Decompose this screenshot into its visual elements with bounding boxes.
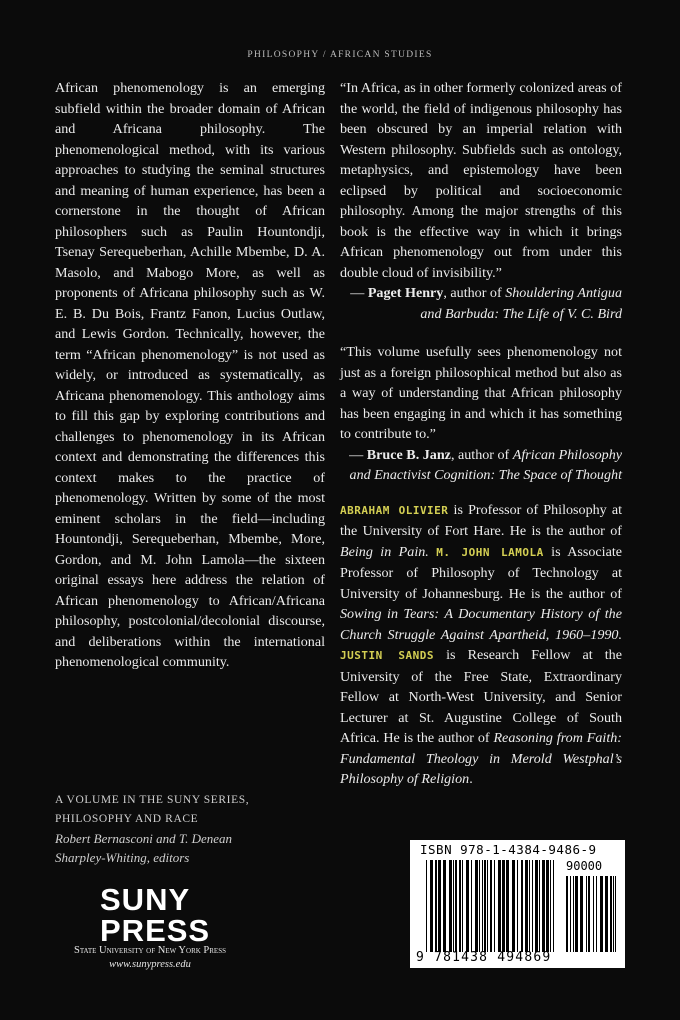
publisher-name: State University of New York Press (74, 945, 226, 956)
endorsement-quote-henry: “In Africa, as in other formerly colonized areas of the world, the field of indigenous philosophy has been obscured by an imperial relation with Western philosophy. Subfields such as ontology, metaphysics, and epistemology have been eclipsed by political and socioeconomic philosophy. Among the major strengths of this book is the effective way in which it brings African phenomenology out from under this double cloud of invisibility.” (340, 80, 622, 281)
barcode-addon-bars (566, 876, 616, 952)
publisher-info (55, 944, 245, 972)
category-label: PHILOSOPHY / AFRICAN STUDIES (247, 50, 433, 60)
editor-name-sands: JUSTIN SANDS (340, 649, 435, 662)
barcode-digits: 9 781438 494869 (416, 950, 552, 965)
isbn-barcode (410, 840, 625, 968)
isbn-text: ISBN 978-1-4384-9486-9 (420, 842, 597, 857)
endorser-name: Paget Henry (367, 285, 444, 301)
endorser-name: Bruce B. Janz (366, 446, 451, 463)
series-info: A VOLUME IN THE SUNY SERIES, PHILOSOPHY AND RACE Robert Bernasconi and T. Denean Sharpley-Whiting, editors (55, 794, 250, 865)
endorsement-attribution-henry: — Paget Henry, author of Shouldering Antigua and Barbuda: The Life of V. C. Bird (350, 285, 622, 322)
endorsement-attribution-janz: — Bruce B. Janz, author of African Philosophy and Enactivist Cognition: The Space of Thought (349, 446, 622, 483)
suny-press-logo: SUNY PRESS (100, 882, 211, 948)
endorsements-and-bios (340, 78, 622, 804)
editor-name-lamola: M. JOHN LAMOLA (436, 545, 544, 559)
barcode-bars (426, 860, 554, 952)
publisher-url: www.sunypress.edu (109, 959, 191, 970)
editor-bios: ABRAHAM OLIVIER is Professor of Philosophy at the University of Fort Hare. He is the author of Being in Pain. M. JOHN LAMOLA is Associate Professor of Philosophy of Technology at University of Johannesburg. He is the author of Sowing in Tears: A Documentary History of the Church Struggle Against Apartheid, 1960–1990. JUSTIN SANDS is Research Fellow at the University of the Free State, Extraordinary Fellow at North-West University, and Senior Lecturer at St. Augustine College of South Africa. He is the author of Reasoning from Faith: Fundamental Theology in Merold Westphal’s Philosophy of Religion. (340, 501, 622, 787)
book-description: African phenomenology is an emerging subfield within the broader domain of African and Africana philosophy. The phenomenological method, with its various approaches to studying the seminal structures and meaning of human experience, has been a cornerstone in the thought of African philosophers such as Paulin Hountondji, Tsenay Serequeberhan, Achille Mbembe, D. A. Masolo, and Mabogo More, as well as proponents of Africana philosophy such as W. E. B. Du Bois, Frantz Fanon, Lucius Outlaw, and Lewis Gordon. Technically, however, the term “African phenomenology” is not used as widely, or introduced as systematically, as Africana phenomenology. This anthology aims to fill this gap by exploring contributions and challenges to phenomenology in its African context and demonstrating the differences this context makes to the practice of phenomenology. Written by some of the most eminent scholars in the field—including Hountondji, Serequeberhan, Mbembe, More, Gordon, and M. John Lamola—the sixteen original essays here address the relation of African phenomenology to African/Africana philosophy, postcolonial/decolonial discourse, and deliberations within the international phenomenological community. (55, 80, 325, 670)
endorsement-quote-janz: “This volume usefully sees phenomenology not just as a foreign philosophical method but also as a way of understanding that African philosophy has been engaging in and which it has something to contribute to.” (340, 344, 622, 442)
editor-name-olivier: ABRAHAM OLIVIER (340, 503, 449, 517)
price-code: 90000 (566, 859, 603, 873)
